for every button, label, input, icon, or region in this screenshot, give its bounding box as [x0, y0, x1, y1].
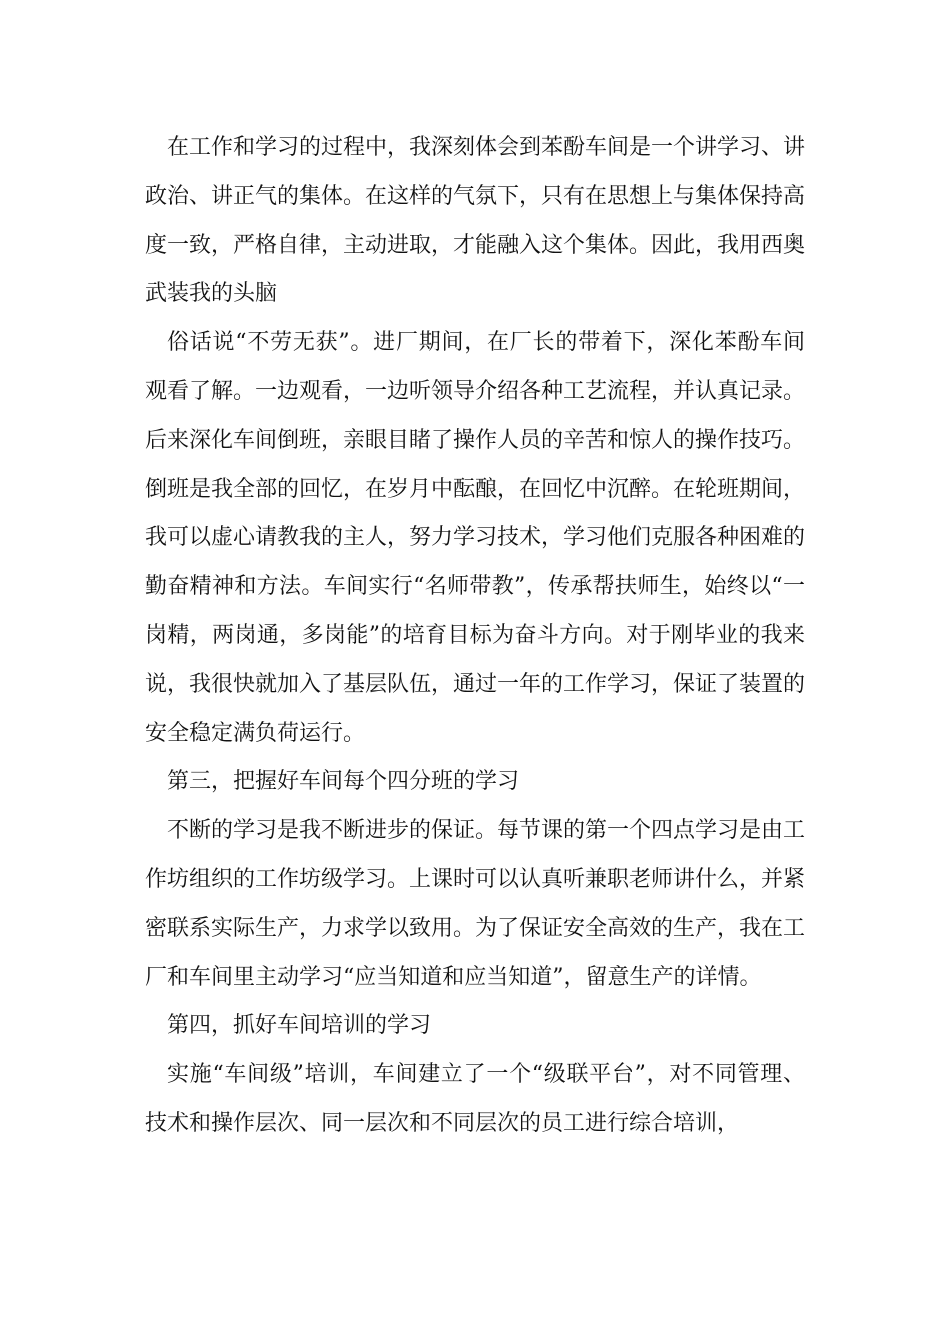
section-heading-third: 第三，把握好车间每个四分班的学习 — [167, 769, 520, 795]
paragraph-workshop-training: 实施“车间级”培训，车间建立了一个“级联平台”，对不同管理、技术和操作层次、同一层次和不同层次的员工进行综合培训， — [145, 1062, 805, 1136]
section-heading-fourth: 第四，抓好车间培训的学习 — [167, 1013, 432, 1039]
paragraph-continuous-learning: 不断的学习是我不断进步的保证。每节课的第一个四点学习是由工作坊组织的工作坊级学习。上课时可以认真听兼职老师讲什么，并紧密联系实际生产，力求学以致用。为了保证安全高效的生产，我在工厂和车间里主动学习“应当知道和应当知道”，留意生产的详情。 — [145, 818, 806, 990]
paragraph-workshop-visit: 俗话说“不劳无获”。进厂期间，在厂长的带着下，深化苯酚车间观看了解。一边观看，一边听领导介绍各种工艺流程，并认真记录。后来深化车间倒班，亲眼目睹了操作人员的辛苦和惊人的操作技巧。倒班是我全部的回忆，在岁月中酝酿，在回忆中沉醉。在轮班期间，我可以虚心请教我的主人，努力学习技术，学习他们克服各种困难的勤奋精神和方法。车间实行“名师带教”，传承帮扶师生，始终以“一岗精，两岗通，多岗能”的培育目标为奋斗方向。对于刚毕业的我来说，我很快就加入了基层队伍，通过一年的工作学习，保证了装置的安全稳定满负荷运行。 — [145, 330, 806, 746]
paragraph-intro: 在工作和学习的过程中，我深刻体会到苯酚车间是一个讲学习、讲政治、讲正气的集体。在这样的气氛下，只有在思想上与集体保持高度一致，严格自律，主动进取，才能融入这个集体。因此，我用西奥武装我的头脑 — [145, 135, 806, 307]
document-body — [145, 124, 805, 1149]
